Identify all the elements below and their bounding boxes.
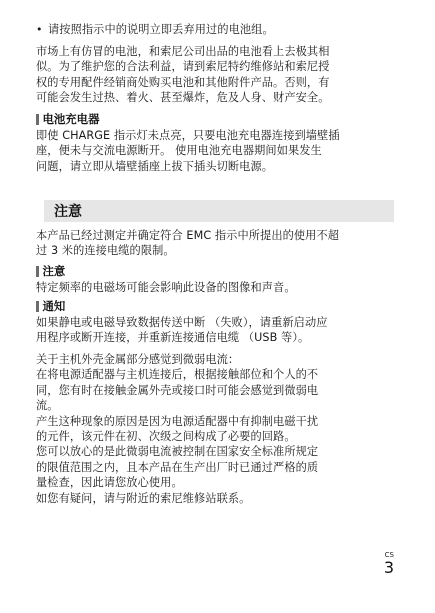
caution-line: 特定频率的电磁场可能会影响此设备的图像和声音。 (36, 281, 296, 294)
caution-section (36, 264, 394, 295)
page-number: 3 (383, 558, 394, 577)
notification-heading-text: 通知 (42, 299, 66, 313)
leakage-line: 同，您有时在接触金属外壳或接口时可能会感觉到微弱电 (36, 383, 319, 397)
leakage-line: 的限值范围之内，且本产品在生产出厂时已通过严格的质 (36, 460, 319, 474)
heading-bar-icon (36, 266, 39, 277)
charger-line: 即使 CHARGE 指示灯未点亮，只要电池充电器连接到墙壁插 (36, 129, 340, 142)
notification-line: 如果静电或电磁导致数据传送中断 （失败），请重新启动应 (36, 316, 328, 329)
charger-section (36, 112, 394, 127)
bullet-icon: • (36, 23, 43, 36)
emc-paragraph (36, 228, 394, 259)
battery-warning-line: 可能会发生过热、着火、甚至爆炸，危及人身、财产安全。 (36, 91, 330, 105)
leakage-line: 如您有疑问，请与附近的索尼维修站联系。 (36, 491, 251, 505)
emc-line: 本产品已经过测定并确定符合 EMC 指示中所提出的使用不超 (36, 229, 340, 242)
notice-section-title: 注意 (54, 204, 82, 220)
leakage-line: 在将电源适配器与主机连接后，根据接触部位和个人的不 (36, 368, 319, 382)
page-marker (384, 551, 394, 577)
charger-heading-text: 电池充电器 (42, 112, 100, 126)
leakage-line: 量检查，因此请您放心使用。 (36, 476, 183, 490)
heading-bar-icon (36, 114, 39, 125)
top-notice-text: 请按照指示中的说明立即丢弃用过的电池组。 (48, 23, 274, 36)
emc-line: 过 3 米的连接电缆的限制。 (36, 244, 175, 258)
caution-heading-text: 注意 (42, 264, 66, 278)
notification-heading (36, 299, 394, 314)
heading-bar-icon (36, 301, 39, 312)
notification-line: 用程序或断开连接，并重新连接通信电缆 （USB 等）。 (36, 331, 310, 345)
charger-heading (36, 112, 394, 127)
battery-warning-line: 市场上有仿冒的电池，和索尼公司出品的电池看上去极其相 (36, 45, 330, 58)
leakage-paragraph (36, 352, 394, 506)
battery-warning-line: 似。为了维护您的合法利益，请到索尼特约维修站和索尼授 (36, 60, 330, 74)
charger-line: 座，便未与交流电源断开。 使用电池充电器期间如果发生 (36, 144, 322, 158)
battery-warning-paragraph (36, 44, 394, 106)
notification-section (36, 299, 394, 346)
language-code: CS (384, 551, 394, 559)
top-notice (36, 22, 394, 37)
leakage-line: 您可以放心的是此微弱电流被控制在国家安全标准所规定 (36, 445, 319, 459)
leakage-line: 的元件，该元件在初、次级之间构成了必要的回路。 (36, 430, 296, 444)
battery-warning-line: 权的专用配件经销商处购买电池和其他附件产品。否则，有 (36, 75, 330, 89)
leakage-line: 流。 (36, 399, 59, 413)
leakage-line: 产生这种现象的原因是因为电源适配器中有抑制电磁干扰 (36, 414, 319, 428)
caution-heading (36, 264, 394, 279)
charger-line: 问题，请立即从墙壁插座上拔下插头切断电源。 (36, 159, 274, 173)
notice-section-band (44, 200, 394, 222)
leakage-line: 关于主机外壳金属部分感觉到微弱电流： (36, 353, 240, 366)
charger-paragraph (36, 128, 394, 174)
